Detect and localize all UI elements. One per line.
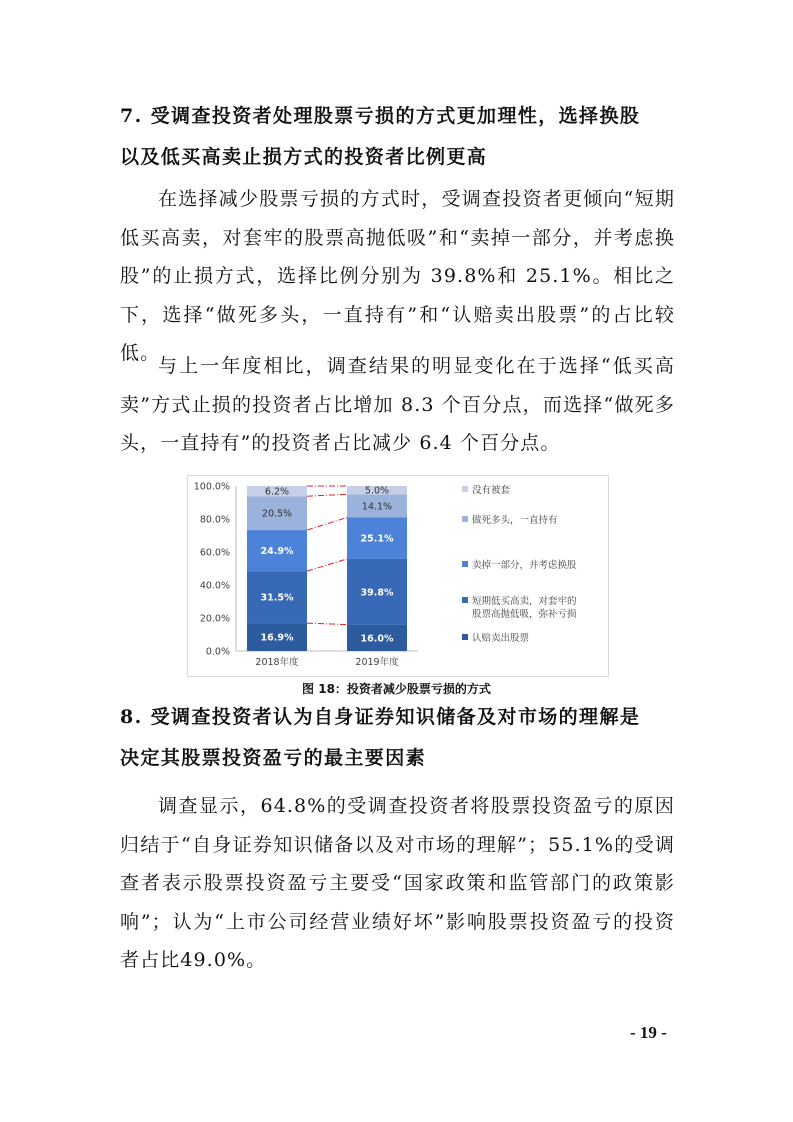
y-tick-label: 20.0% xyxy=(199,613,230,625)
stop-loss-chart xyxy=(187,475,609,677)
y-tick-label: 0.0% xyxy=(205,646,230,658)
data-label: 5.0% xyxy=(364,485,390,497)
data-label: 24.9% xyxy=(260,546,294,558)
data-label: 20.5% xyxy=(261,508,293,520)
data-label: 16.0% xyxy=(360,633,394,645)
legend-label: 股票高抛低吸，弥补亏损 xyxy=(472,609,577,620)
paragraph-profit-loss-factors: 调查显示，64.8%的受调查投资者将股票投资盈亏的原因归结于“自身证券知识储备以及对市场的理解”；55.1%的受调查者表示股票投资盈亏主要受“国家政策和监管部门的政策影响”；认为“上市公司经营业绩好坏”影响股票投资盈亏的投资者占比49.0%。 xyxy=(120,795,675,971)
figure-caption: 图 18：投资者减少股票亏损的方式 xyxy=(302,682,491,696)
page-number: - 19 - xyxy=(630,1023,667,1042)
legend-label: 短期低买高卖，对套牢的 xyxy=(472,596,577,607)
section-7-heading-line2: 以及低买高卖止损方式的投资者比例更高 xyxy=(120,146,488,168)
section-7-heading-line1: 7. 受调查投资者处理股票亏损的方式更加理性，选择换股 xyxy=(120,105,641,127)
data-label: 31.5% xyxy=(260,592,294,604)
series-connector-line xyxy=(307,494,347,496)
data-label: 25.1% xyxy=(360,533,394,545)
legend-label: 没有被套 xyxy=(472,485,511,496)
series-connector-line xyxy=(307,623,347,624)
data-label: 16.9% xyxy=(260,632,294,644)
y-tick-label: 60.0% xyxy=(199,547,230,559)
x-tick-label: 2018年度 xyxy=(255,657,299,668)
legend-label: 认赔卖出股票 xyxy=(472,633,530,644)
legend-swatch xyxy=(462,561,468,567)
x-tick-label: 2019年度 xyxy=(355,657,399,668)
series-connector-line xyxy=(307,559,347,571)
paragraph-stop-loss-methods: 在选择减少股票亏损的方式时，受调查投资者更倾向“短期低买高卖，对套牢的股票高抛低吸”和“卖掉一部分，并考虑换股”的止损方式，选择比例分别为 39.8%和 25.1%。相比之下，选择“做死多头，一直持有”和“认赔卖出股票”的占比较低。 xyxy=(120,188,675,364)
data-label: 14.1% xyxy=(361,501,393,513)
section-8-heading-line2: 决定其股票投资盈亏的最主要因素 xyxy=(120,747,427,769)
y-tick-label: 80.0% xyxy=(199,514,230,526)
legend-label: 做死多头，一直持有 xyxy=(472,515,558,526)
y-tick-label: 100.0% xyxy=(193,481,230,493)
paragraph-year-comparison: 与上一年度相比，调查结果的明显变化在于选择“低买高卖”方式止损的投资者占比增加 8.3 个百分点，而选择“做死多头，一直持有”的投资者占比减少 6.4 个百分点。 xyxy=(120,355,675,454)
section-8-heading-line1: 8. 受调查投资者认为自身证券知识储备及对市场的理解是 xyxy=(120,706,641,728)
legend-swatch xyxy=(462,634,468,640)
stacked-bar-chart xyxy=(188,476,608,676)
series-connector-line xyxy=(307,518,347,531)
data-label: 39.8% xyxy=(360,587,394,599)
legend-swatch xyxy=(462,597,468,603)
legend-swatch xyxy=(462,486,468,492)
legend-label: 卖掉一部分，并考虑换股 xyxy=(472,560,577,571)
legend-swatch xyxy=(462,516,468,522)
y-tick-label: 40.0% xyxy=(199,580,230,592)
data-label: 6.2% xyxy=(264,486,290,498)
